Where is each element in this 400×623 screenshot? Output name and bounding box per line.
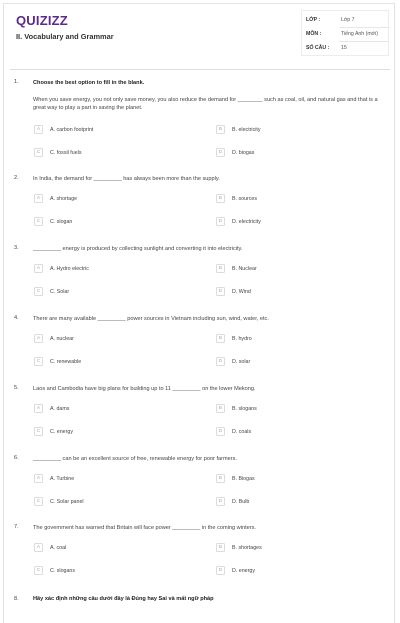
option-label: C. Solar panel (50, 499, 84, 505)
option-letter-box: D (216, 287, 225, 296)
option-letter-box: D (216, 566, 225, 575)
option-letter-box: C (34, 357, 43, 366)
option-label: B. Biogas (232, 476, 255, 482)
question-8 (14, 596, 214, 602)
option-letter-box: C (34, 497, 43, 506)
option-letter-box: C (34, 287, 43, 296)
option-letter-box: B (216, 404, 225, 413)
option-letter-box: A (34, 264, 43, 273)
question-text: Choose the best option to fill in the blank. (33, 80, 145, 86)
worksheet-header (0, 0, 400, 72)
option-label: D. Bulb (232, 499, 250, 505)
meta-value: Tiếng Anh (mới) (341, 31, 378, 37)
option-label: B. electricity (232, 127, 261, 133)
option-label: C. slogans (50, 568, 76, 574)
option-letter-box: A (34, 194, 43, 203)
option-label: B. shortages (232, 545, 262, 551)
meta-info (301, 14, 387, 56)
question-text: Laos and Cambodia have big plans for building up to 11 _________ on the lower Mekong. (33, 386, 256, 392)
option-label: D. electricity (232, 219, 261, 225)
question-text: There are many available _________ power sources in Vietnam including sun, wind, water, etc. (33, 316, 269, 322)
option-label: C. Solar (50, 289, 70, 295)
question-passage: When you save energy, you not only save money, you also reduce the demand for ________ such as coal, oil, and natural gas and that is a great way to play a part in saving the planet. (33, 97, 378, 111)
question-number: 7. (14, 524, 19, 530)
option-label: C. energy (50, 429, 73, 435)
option-letter-box: C (34, 148, 43, 157)
option-letter-box: D (216, 148, 225, 157)
meta-row-subject (301, 28, 387, 42)
meta-key: MÔN : (306, 31, 322, 37)
option-letter-box: B (216, 264, 225, 273)
meta-key: SỐ CÂU : (306, 45, 330, 51)
question-number: 1. (14, 79, 19, 85)
meta-value: Lớp 7 (341, 17, 355, 23)
option-letter-box: C (34, 217, 43, 226)
option-label: C. slogan (50, 219, 73, 225)
option-label: D. Wind (232, 289, 251, 295)
option-label: A. shortage (50, 196, 78, 202)
option-letter-box: B (216, 543, 225, 552)
question-text: _________ can be an excellent source of free, renewable energy for poor farmers. (33, 456, 237, 462)
meta-row-class (301, 14, 387, 28)
question-number: 8. (14, 596, 19, 602)
option-label: D. energy (232, 568, 255, 574)
option-letter-box: B (216, 474, 225, 483)
option-letter-box: D (216, 497, 225, 506)
option-label: A. Hydro electric (50, 266, 89, 272)
question-number: 4. (14, 315, 19, 321)
option-label: C. renewable (50, 359, 82, 365)
question-number: 2. (14, 175, 19, 181)
question-number: 3. (14, 245, 19, 251)
question-text: The government has warned that Britain will face power _________ in the coming winters. (33, 525, 256, 531)
option-letter-box: B (216, 125, 225, 134)
option-letter-box: A (34, 474, 43, 483)
question-text: In India, the demand for _________ has always been more than the supply. (33, 176, 220, 182)
option-letter-box: B (216, 194, 225, 203)
section-title: II. Vocabulary and Grammar (16, 32, 114, 41)
option-label: D. solar (232, 359, 251, 365)
option-label: B. slogans (232, 406, 257, 412)
question-number: 5. (14, 385, 19, 391)
question-text: Hãy xác định những câu dưới đây là Đúng hay Sai và mất ngữ pháp (33, 596, 214, 602)
meta-value: 15 (341, 45, 347, 51)
option-letter-box: A (34, 125, 43, 134)
quizizz-logo: QUIZIZZ (16, 13, 68, 28)
option-label: D. coals (232, 429, 252, 435)
option-letter-box: A (34, 334, 43, 343)
option-label: A. carbon footprint (50, 127, 94, 133)
option-label: A. nuclear (50, 336, 74, 342)
option-label: A. Turbine (50, 476, 75, 482)
option-label: B. sources (232, 196, 258, 202)
question-text: _________ energy is produced by collecting sunlight and converting it into electricity. (33, 246, 243, 252)
option-label: B. hydro (232, 336, 252, 342)
option-letter-box: D (216, 357, 225, 366)
option-letter-box: C (34, 566, 43, 575)
option-letter-box: D (216, 217, 225, 226)
option-label: D. biogas (232, 150, 255, 156)
option-letter-box: B (216, 334, 225, 343)
option-label: A. coal (50, 545, 67, 551)
header-divider (10, 69, 390, 70)
option-label: C. fossil fuels (50, 150, 82, 156)
meta-row-count (301, 42, 387, 56)
option-letter-box: A (34, 404, 43, 413)
option-label: A. dams (50, 406, 70, 412)
option-letter-box: A (34, 543, 43, 552)
meta-key: LỚP : (306, 17, 321, 23)
question-number: 6. (14, 455, 19, 461)
option-letter-box: D (216, 427, 225, 436)
option-letter-box: C (34, 427, 43, 436)
option-label: B. Nuclear (232, 266, 257, 272)
